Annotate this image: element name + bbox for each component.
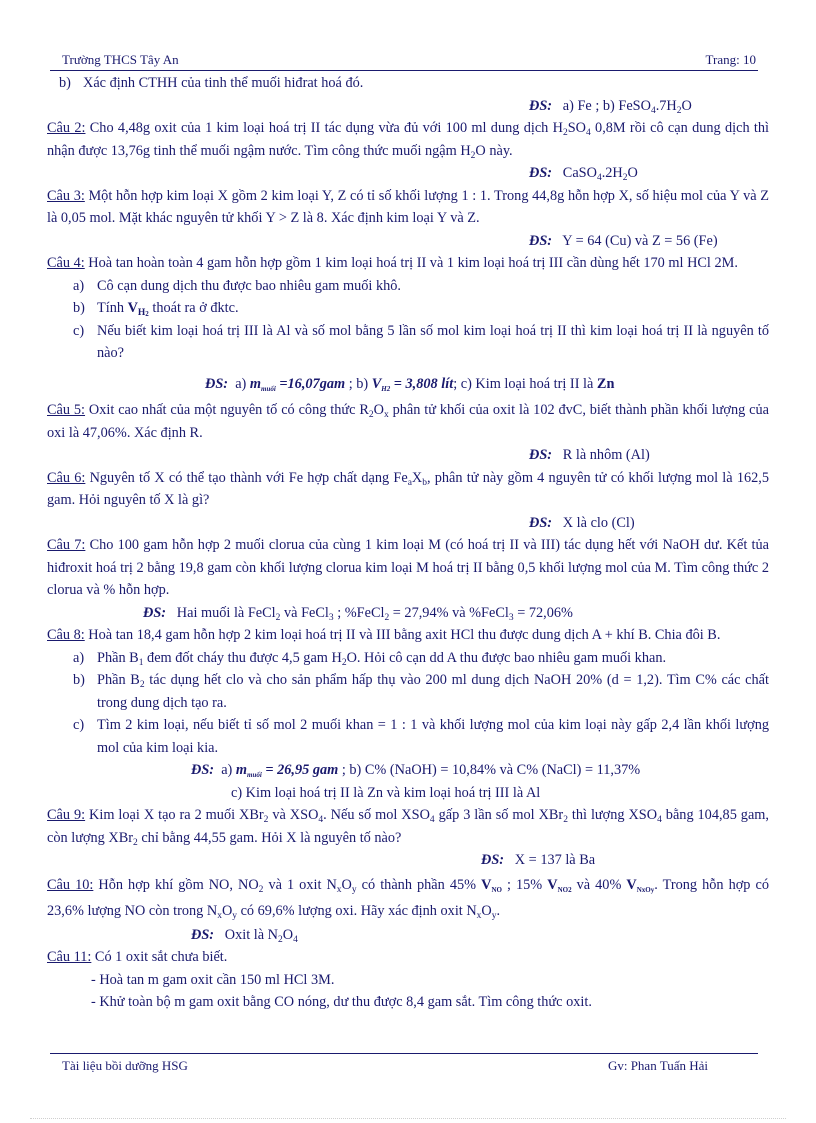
prev-question-part-b: b) Xác định CTHH của tinh thể muối hiđrat hoá đó. — [59, 75, 364, 91]
page-bottom-divider — [30, 1118, 786, 1119]
footer-rule — [50, 1053, 758, 1054]
question-3: Câu 3: Một hỗn hợp kim loại X gồm 2 kim loại Y, Z có tỉ số khối lượng 1 : 1. Trong 44,8g hỗn hợp X, số hiệu mol của Y và Z là 0,05 mol. Mặt khác nguyên tử khối Y > Z là 8. Xác định kim loại Y và Z. — [47, 187, 769, 226]
question-9-answer: ĐS: X = 137 là Ba — [481, 852, 596, 868]
question-11-step-2: - Khử toàn bộ m gam oxit bằng CO nóng, dư thu được 8,4 gam sắt. Tìm công thức oxit. — [91, 994, 592, 1010]
question-8-part-c: c) Tìm 2 kim loại, nếu biết tỉ số mol 2 muối khan = 1 : 1 và khối lượng mol của kim loại này gấp 2,4 lần khối lượng mol của kim loại kia. — [73, 717, 769, 756]
question-2-answer: ĐS: $CaSO_4.2H_2O$ — [529, 165, 638, 183]
question-8-answer: ĐS: a) $m_{muối} = 26,95$ gam ; b) C% (NaOH) = 10,84% và C% (NaCl) = 11,37% — [191, 762, 641, 779]
question-4-answer: ĐS: a) $m_{muối} =16,07gam$ ; b) $V_{H2} = 3,808$ lít; c) Kim loại hoá trị II là Zn — [205, 375, 615, 393]
footer-author: Gv: Phan Tuấn Hải — [607, 1058, 708, 1073]
question-4-part-b: b) Tính $V_{H_2}$ thoát ra ở đktc. — [73, 300, 239, 318]
header-rule — [50, 70, 758, 71]
question-8-part-b: b) Phần $B_2$ tác dụng hết clo và cho sản phẩm hấp thụ vào 200 ml dung dịch NaOH 20% (d = 1,2). Tìm C% các chất trong dung dịch tạo ra. — [73, 672, 769, 711]
header-page-number: Trang: 10 — [705, 52, 756, 67]
question-8: Câu 8: Hoà tan 18,4 gam hỗn hợp 2 kim loại hoá trị II và III bằng axit HCl thu được dung dịch A + khí B. Chia đôi B. — [47, 627, 721, 643]
question-2: Câu 2: Cho 4,48g oxit của 1 kim loại hoá trị II tác dụng vừa đủ với 100 ml dung dịch $H_2SO_4$ 0,8M rồi cô cạn dung dịch thì nhận được 13,76g tinh thể muối ngậm nước. Tìm công thức muối ngậm $H_2O$ này. — [47, 120, 769, 161]
question-6: Câu 6: Nguyên tố X có thể tạo thành với Fe hợp chất dạng $Fe_aX_b$, phân tử này gồm 4 nguyên tử có khối lượng mol là 162,5 gam. Hỏi nguyên tố X là gì? — [47, 469, 769, 508]
question-3-answer: ĐS: Y = 64 (Cu) và Z = 56 (Fe) — [529, 232, 718, 249]
question-5: Câu 5: Oxit cao nhất của một nguyên tố có công thức $R_2O_x$ phân tử khối của oxit là 102 đvC, biết thành phần khối lượng của oxi là 47,06%. Xác định R. — [47, 402, 769, 441]
question-10-answer: ĐS: Oxit là $N_2O_4$ — [191, 926, 298, 945]
question-9: Câu 9: Kim loại X tạo ra 2 muối XBr$_2$ và $XSO_4$. Nếu số mol $XSO_4$ gấp 3 lần số mol XBr$_2$ thì lượng $XSO_4$ bằng 104,85 gam, còn lượng XBr$_2$ chỉ bằng 44,55 gam. Hỏi X là nguyên tố nào? — [47, 807, 769, 848]
page-footer — [62, 1058, 756, 1076]
header-school: Trường THCS Tây An — [62, 52, 179, 67]
question-11-step-1: - Hoà tan m gam oxit cần 150 ml HCl 3M. — [91, 971, 335, 988]
question-8-answer-c: c) Kim loại hoá trị II là Zn và kim loại hoá trị III là Al — [231, 784, 541, 801]
question-10: Câu 10: Hỗn hợp khí gồm NO, $NO_2$ và 1 oxit $N_xO_y$ có thành phần 45% $V_{NO}$ ; 15% $V_{NO2}$ và 40% $V_{NxOy}$. Trong hỗn hợp có 23,6% lượng NO còn trong $N_xO_y$ có 69,6% lượng oxi. Hãy xác định oxit $N_xO_y$. — [47, 876, 769, 921]
question-11: Câu 11: Có 1 oxit sắt chưa biết. — [47, 949, 228, 965]
question-7-answer: ĐS: Hai muối là FeCl$_2$ và FeCl$_3$ ; %FeCl$_2$ = 27,94% và %FeCl$_3$ = 72,06% — [143, 604, 573, 623]
question-6-answer: ĐS: X là clo (Cl) — [529, 514, 635, 531]
document-body — [47, 72, 769, 1014]
prev-question-answer: ĐS: a) Fe ; b) $FeSO_4.7H_2O$ — [529, 97, 692, 116]
question-4: Câu 4: Hoà tan hoàn toàn 4 gam hỗn hợp gồm 1 kim loại hoá trị II và 1 kim loại hoá trị III cần dùng hết 170 ml HCl 2M. — [47, 255, 738, 271]
question-4-part-c: c) Nếu biết kim loại hoá trị III là Al và số mol bằng 5 lần số mol kim loại hoá trị II thì kim loại hoá trị II là nguyên tố nào? — [73, 322, 769, 361]
question-5-answer: ĐS: R là nhôm (Al) — [529, 447, 650, 463]
footer-title: Tài liệu bồi dưỡng HSG — [62, 1058, 188, 1073]
page-header — [62, 52, 756, 70]
question-7: Câu 7: Cho 100 gam hỗn hợp 2 muối clorua của cùng 1 kim loại M (có hoá trị II và III) tác dụng hết với NaOH dư. Kết tủa hiđroxit hoá trị 2 bằng 19,8 gam còn khối lượng clorua kim loại M hoá trị II bằng 0,5 khối lượng mol của M. Tìm công thức 2 clorua và % hỗn hợp. — [47, 537, 769, 598]
question-8-part-a: a) Phần $B_1$ đem đốt cháy thu được 4,5 gam $H_2O$. Hỏi cô cạn dd A thu được bao nhiêu gam muối khan. — [73, 649, 667, 668]
question-4-part-a: a) Cô cạn dung dịch thu được bao nhiêu gam muối khô. — [73, 277, 401, 294]
